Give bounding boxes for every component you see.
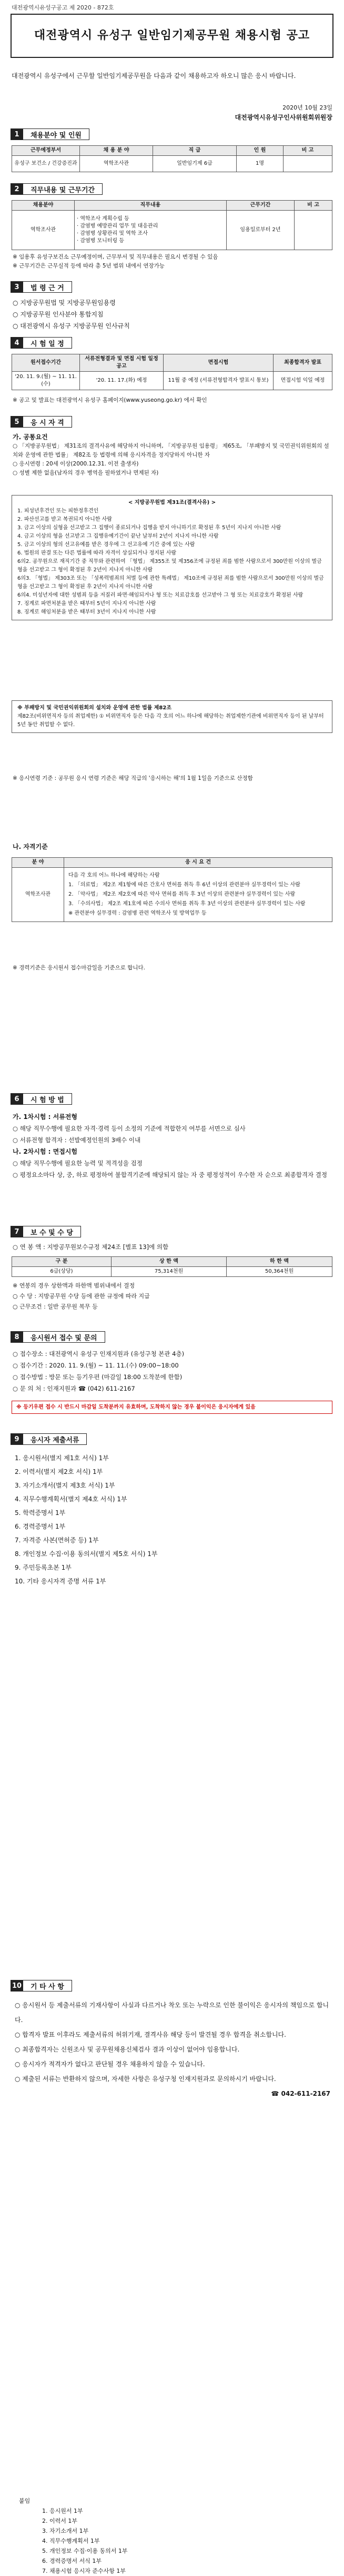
table-header-row: [12, 354, 332, 372]
list-item: ○ 최종합격자는 신원조사 및 공무원채용신체검사 결과 이상이 없어야 임용합니다.: [15, 2046, 240, 2053]
intro-text: 대전광역시 유성구에서 근무할 일반임기제공무원을 다음과 같이 채용하고자 하오니 많은 응시 바랍니다.: [12, 72, 296, 80]
required-documents: [15, 1451, 330, 1588]
table-row: [12, 868, 332, 922]
section-label: 시 험 방 법: [23, 1093, 72, 1105]
table-row: [12, 156, 332, 172]
list-item: 6의4. 미성년자에 대한 성범죄 등을 저질러 파면·해임되거나 형 또는 치료감호를 선고받아 그 형 또는 치료감호가 확정된 사람: [17, 592, 303, 598]
attachment-item: 5. 개인정보 수집·이용 동의서 1부: [42, 2548, 128, 2554]
list-item: ○ 접수장소 : 대전광역시 유성구 인재지원과 (유성구청 본관 4층): [13, 1350, 185, 1358]
section-number: 9: [11, 1433, 23, 1445]
table-header-row: [12, 858, 332, 868]
box-text: 제82조(비위면직자 등의 취업제한) ① 비위면직자 등은 다음 각 호의 어느 하나에 해당하는 취업제한기관에 비위면직자 등이 된 날부터 5년 동안 취업할 수 없다.: [17, 714, 324, 728]
table-header-row: [12, 201, 332, 211]
section-label: 응시자 제출서류: [23, 1433, 87, 1445]
attachment-item: 1. 응시원서 1부: [42, 2508, 83, 2514]
section-label: 법 령 근 거: [23, 281, 72, 293]
section-label: 응시원서 접수 및 문의: [23, 1331, 105, 1343]
list-item: 1. 「의료법」 제2조 제1항에 따른 간호사 면허를 취득 후 6년 이상의 관련분야 실무경력이 있는 사람: [68, 882, 300, 888]
list-item: 8. 징계로 해임처분을 받은 때부터 3년이 지나지 아니한 사람: [17, 609, 156, 615]
list-item: ○ 응시원서 등 제출서류의 기재사항이 사실과 다르거나 착오 또는 누락으로 인한 불이익은 응시자의 책임으로 합니다.: [15, 2002, 329, 2024]
table-header: 구 분: [12, 1257, 112, 1267]
section-number: 5: [11, 416, 23, 428]
table-cell: 11월 중 예정 (서류전형합격자 발표시 통보): [164, 372, 274, 390]
list-item: 10. 기타 응시자격 증명 서류 1부: [15, 1578, 106, 1585]
list-item: 3. 금고 이상의 실형을 선고받고 그 집행이 종료되거나 집행을 받지 아니하기로 확정된 후 5년이 지나지 아니한 사람: [17, 525, 281, 531]
attachment-item: 6. 경력증명서 서식 1부: [42, 2558, 102, 2564]
duty-item: · 감염병 모니터링 등: [77, 238, 124, 244]
table-header: 채용분야: [12, 201, 75, 211]
duty-item: · 역학조사 계획수립 등: [77, 216, 129, 222]
salary-notes: [13, 1281, 331, 1312]
list-item: ○ 응시자가 적격자가 없다고 판단될 경우 채용하지 않을 수 있습니다.: [15, 2060, 205, 2068]
table-cell: [284, 156, 332, 172]
subsection-title: 나. 자격기준: [13, 843, 48, 850]
table-header: 분 야: [12, 858, 64, 868]
section-number: 3: [11, 281, 23, 293]
list-item: ○ 합격자 발표 이후라도 제출서류의 허위기재, 결격사유 해당 등이 발견될 경우 합격을 취소합니다.: [15, 2031, 286, 2038]
section-6-header: [11, 1093, 72, 1105]
table-header: 하 한 액: [227, 1257, 332, 1267]
section-number: 4: [11, 337, 23, 349]
qualification-subheading: [13, 843, 331, 851]
table-header-row: [12, 1257, 332, 1267]
subsection-title: 가. 1차시험 : 서류전형: [13, 1113, 77, 1121]
list-item: 4. 금고 이상의 형을 선고받고 그 집행유예기간이 끝난 날부터 2년이 지나지 아니한 사람: [17, 533, 219, 539]
table-header: 근무기간: [227, 201, 295, 211]
table-cell: 일반임기제 6급: [153, 156, 237, 172]
section-label: 보 수 및 수 당: [23, 1226, 81, 1237]
qualification-table: [12, 857, 332, 922]
table-cell: 역학조사관: [12, 868, 64, 922]
list-item: ○ 문 의 처 : 인재지원과 ☎ (042) 611-2167: [13, 1385, 135, 1392]
table-header: 채 용 분 야: [80, 146, 153, 156]
list-item: ○ 해당 직무수행에 필요한 자격·경력 등이 소정의 기준에 적합한지 여부를 서면으로 심사: [13, 1125, 246, 1132]
note-line: ○ 수 당 : 지방공무원 수당 등에 관한 규정에 따라 지급: [13, 1293, 150, 1300]
table-cell: 75,314천원: [112, 1267, 227, 1277]
disqualification-content: [12, 496, 332, 620]
section-8-header: [11, 1331, 105, 1343]
document-number: 대전광역시유성구공고 제 2020 - 872호: [12, 4, 114, 11]
disqualification-box: [12, 495, 332, 620]
legal-basis-list: [13, 297, 331, 332]
note-line: ○ 근무조건 : 일반 공무원 복무 등: [13, 1303, 98, 1310]
section-label: 채용분야 및 인원: [23, 128, 89, 140]
section-number: 6: [11, 1093, 23, 1105]
attachment-item: 3. 자기소개서 1부: [42, 2528, 89, 2534]
list-item: ○ 해당 직무수행에 필요한 능력 및 적격성을 검정: [13, 1160, 143, 1167]
section-2-notes: [13, 253, 331, 271]
attachment-item: 7. 채용시험 응시자 준수사항 1부: [42, 2568, 126, 2574]
list-item: ○ 접수방법 : 방문 또는 등기우편 (마감일 18:00 도착분에 한함): [13, 1373, 183, 1381]
table-header: 근무예정부서: [12, 146, 80, 156]
table-header: 서류전형결과 및 면접 시험 일정 공고: [80, 354, 164, 372]
list-item: ○ 응시연령 : 20세 이상(2000.12.31. 이전 출생자): [13, 461, 139, 467]
table-header: 원서접수기간: [12, 354, 80, 372]
duties-cell: [75, 211, 227, 250]
table-cell: 역학조사관: [80, 156, 153, 172]
age-note: ※ 응시연령 기준 : 공무원 응시 연령 기준은 해당 직급의 '응시하는 해'의 1월 1일을 기준으로 산정함: [13, 775, 253, 781]
list-item: 7. 징계로 파면처분을 받은 때부터 5년이 지나지 아니한 사람: [17, 601, 156, 607]
list-item: 2. 「약사법」 제2조 제2호에 따른 약사 면허를 취득 후 3년 이상의 관련분야 실무경력이 있는 사람: [68, 891, 296, 897]
contact-phone: ☎ 042-611-2167: [271, 2090, 330, 2097]
exam-method: [13, 1111, 331, 1181]
list-item: 6의2. 공무원으로 재직기간 중 직무와 관련하여 「형법」 제355조 및 제356조에 규정된 죄를 범한 사람으로서 300만원 이상의 벌금형을 선고받고 그 형이 확정된 후 2년이 지나지 아니한 사람: [17, 559, 322, 573]
table-header: 직 급: [153, 146, 237, 156]
list-item: 8. 개인정보 수집·이용 동의서(별지 제5호 서식) 1부: [15, 1550, 158, 1558]
table-row: [12, 372, 332, 390]
list-item: 6. 경력증명서 1부: [15, 1523, 66, 1530]
section-2-header: [11, 183, 103, 195]
table-row: [12, 211, 332, 250]
duties-table: [12, 200, 332, 250]
table-header: 상 한 액: [112, 1257, 227, 1267]
list-item: 5. 금고 이상의 형의 선고유예를 받은 경우에 그 선고유예 기간 중에 있는 사람: [17, 542, 195, 548]
list-item: 4. 직무수행계획서(별지 제4호 서식) 1부: [15, 1495, 127, 1503]
section-1-header: [11, 128, 89, 140]
list-item: ○ 지방공무원법 및 지방공무원임용령: [13, 299, 116, 306]
table-header: 최종합격자 발표: [274, 354, 332, 372]
anti-corruption-content: [12, 701, 332, 733]
table-cell: 면접시험 익일 예정: [274, 372, 332, 390]
table-header: 비 고: [295, 201, 332, 211]
list-item: 2. 이력서(별지 제2호 서식) 1부: [15, 1468, 103, 1475]
table-cell: 1명: [237, 156, 284, 172]
section-number: 2: [11, 183, 23, 195]
qualification-note: ※ 경력기준은 응시원서 접수마감일을 기준으로 합니다.: [13, 965, 145, 971]
table-cell: 역학조사관: [12, 211, 75, 250]
table-cell: 임용일로부터 2년: [227, 211, 295, 250]
other-notes: [15, 1998, 330, 2101]
list-item: 다음 각 호의 어느 하나에 해당하는 사람: [68, 873, 160, 878]
section-10-header: [11, 1980, 72, 1992]
section-number: 8: [11, 1331, 23, 1343]
section-4-header: [11, 337, 72, 349]
duty-item: · 감염병 예방관리 업무 및 대응관리: [77, 223, 158, 229]
list-item: ※ 관련분야 실무경력 : 감염병 관련 역학조사 및 방역업무 등: [68, 910, 207, 916]
title-box: [11, 14, 333, 58]
table-header: 응 시 요 건: [64, 858, 332, 868]
table-row: [12, 1267, 332, 1277]
table-cell: 50,364천원: [227, 1267, 332, 1277]
application-info: [13, 1348, 331, 1394]
list-item: ○ 서류전형 합격자 : 선발예정인원의 3배수 이내: [13, 1136, 141, 1144]
table-header: 인 원: [237, 146, 284, 156]
list-item: 5. 학력증명서 1부: [15, 1509, 66, 1517]
list-item: 3. 「수의사법」 제2조 제1호에 따른 수의사 면허를 취득 후 3년 이상의 관련분야 실무경력이 있는 사람: [68, 901, 306, 907]
list-item: 7. 자격증 사본(면허증 등) 1부: [15, 1537, 99, 1544]
section-number: 7: [11, 1226, 23, 1237]
warning-text: ※ 등기우편 접수 시 반드시 마감일 도착분까지 유효하며, 도착하지 않는 경우 불이익은 응시자에게 있음: [16, 1404, 256, 1410]
page-title: 대전광역시 유성구 일반임기제공무원 채용시험 공고: [34, 28, 310, 42]
subsection-title: 나. 2차시험 : 면접시험: [13, 1148, 77, 1155]
section-label: 시 험 일 정: [23, 337, 72, 349]
list-item: 1. 응시원서(별지 제1호 서식) 1부: [15, 1454, 109, 1462]
list-item: ○ 지방공무원 인사분야 통합지침: [13, 311, 104, 318]
salary-intro: ○ 연 봉 액 : 지방공무원보수규정 제24조 [별표 13]에 의함: [13, 1243, 169, 1251]
note-line: ※ 임용후 유성구보건소 근무예정이며, 근무부서 및 직무내용은 필요시 변경될 수 있음: [13, 254, 218, 260]
list-item: ○ 접수기간 : 2020. 11. 9.(월) ~ 11. 11.(수) 09:00~18:00: [13, 1362, 179, 1369]
section-3-header: [11, 281, 72, 293]
note-line: ※ 연봉의 경우 상한액과 하한액 범위내에서 결정: [13, 1282, 135, 1289]
attachment-item: 4. 직무수행계획서 1부: [42, 2538, 100, 2544]
list-item: ○ 대전광역시 유성구 지방공무원 인사규칙: [13, 322, 130, 330]
section-label: 응 시 자 격: [23, 416, 72, 428]
table-cell: 6급(상당): [12, 1267, 112, 1277]
box-title: < 지방공무원법 제31조(결격사유) >: [128, 500, 216, 506]
attachments: [19, 2496, 128, 2576]
table-header: 비 고: [284, 146, 332, 156]
table-cell: '20. 11. 17.(화) 예정: [80, 372, 164, 390]
schedule-note: ※ 공고 및 발표는 대전광역시 유성구 홈페이지(www.yuseong.go.kr) 에서 확인: [13, 397, 207, 403]
box-title: ※ 부패방지 및 국민권익위원회의 설치와 운영에 관한 법률 제82조: [17, 705, 171, 711]
positions-table: [12, 145, 332, 172]
section-number: 10: [11, 1980, 23, 1992]
mail-warning-box: [12, 1401, 332, 1414]
section-number: 1: [11, 128, 23, 140]
list-item: 6. 법원의 판결 또는 다른 법률에 따라 자격이 상실되거나 정지된 사람: [17, 550, 177, 556]
list-item: 1. 피성년후견인 또는 피한정후견인: [17, 508, 99, 514]
list-item: ○ 「지방공무원법」 제31조의 결격사유에 해당하지 아니하며, 「지방공무원 임용령」 제65조, 「부패방지 및 국민권익위원회의 설치와 운영에 관한 법률」 제82조 등 법령에 의해 응시자격을 정지당하지 아니한 자: [13, 443, 329, 458]
attachments-title: 붙임: [19, 2498, 31, 2504]
issuer: 대전광역시유성구인사위원회위원장: [235, 114, 332, 121]
list-item: 2. 파산선고를 받고 복권되지 아니한 사람: [17, 517, 112, 522]
attachment-item: 2. 이력서 1부: [42, 2518, 77, 2524]
section-5-header: [11, 416, 72, 428]
list-item: ○ 평정요소마다 상, 중, 하로 평정하여 불합격기준에 해당되지 않는 자 중 평정성적이 우수한 자 순으로 최종합격자 결정: [13, 1171, 327, 1178]
table-header-row: [12, 146, 332, 156]
list-item: 3. 자기소개서(별지 제3호 서식) 1부: [15, 1482, 115, 1489]
note-line: ※ 근무기간은 근무실적 등에 따라 총 5년 범위 내에서 연장가능: [13, 263, 165, 269]
subsection-title: 가. 공통요건: [13, 433, 48, 441]
section-7-header: [11, 1226, 81, 1237]
list-item: ○ 성별 제한 없음(남자의 경우 병역을 필하였거나 면제된 자): [13, 470, 159, 476]
salary-table: [12, 1256, 332, 1277]
common-requirements: [13, 433, 331, 478]
table-cell: '20. 11. 9.(월) ~ 11. 11.(수): [12, 372, 80, 390]
table-cell: 유성구 보건소 / 건강증진과: [12, 156, 80, 172]
table-header: 직무내용: [75, 201, 227, 211]
section-label: 직무내용 및 근무기간: [23, 183, 103, 195]
announcement-date: 2020년 10월 23일: [282, 104, 332, 111]
duty-item: · 감염병 상황관리 및 역학 조사: [77, 231, 148, 236]
list-item: 9. 주민등록초본 1부: [15, 1564, 72, 1571]
schedule-table: [12, 354, 332, 390]
section-9-header: [11, 1433, 87, 1445]
list-item: ○ 제출된 서류는 반환하지 않으며, 자세한 사항은 유성구청 인재지원과로 문의하시기 바랍니다.: [15, 2075, 276, 2083]
requirements-cell: [64, 868, 332, 922]
table-header: 면접시험: [164, 354, 274, 372]
anti-corruption-box: [12, 700, 332, 733]
section-label: 기 타 사 항: [23, 1980, 72, 1992]
table-cell: [295, 211, 332, 250]
list-item: 6의3. 「형법」 제303조 또는 「성폭력범죄의 처벌 등에 관한 특례법」 제10조에 규정된 죄를 범한 사람으로서 300만원 이상의 벌금형을 선고받고 그 형이 확정된 후 2년이 지나지 아니한 사람: [17, 576, 324, 590]
